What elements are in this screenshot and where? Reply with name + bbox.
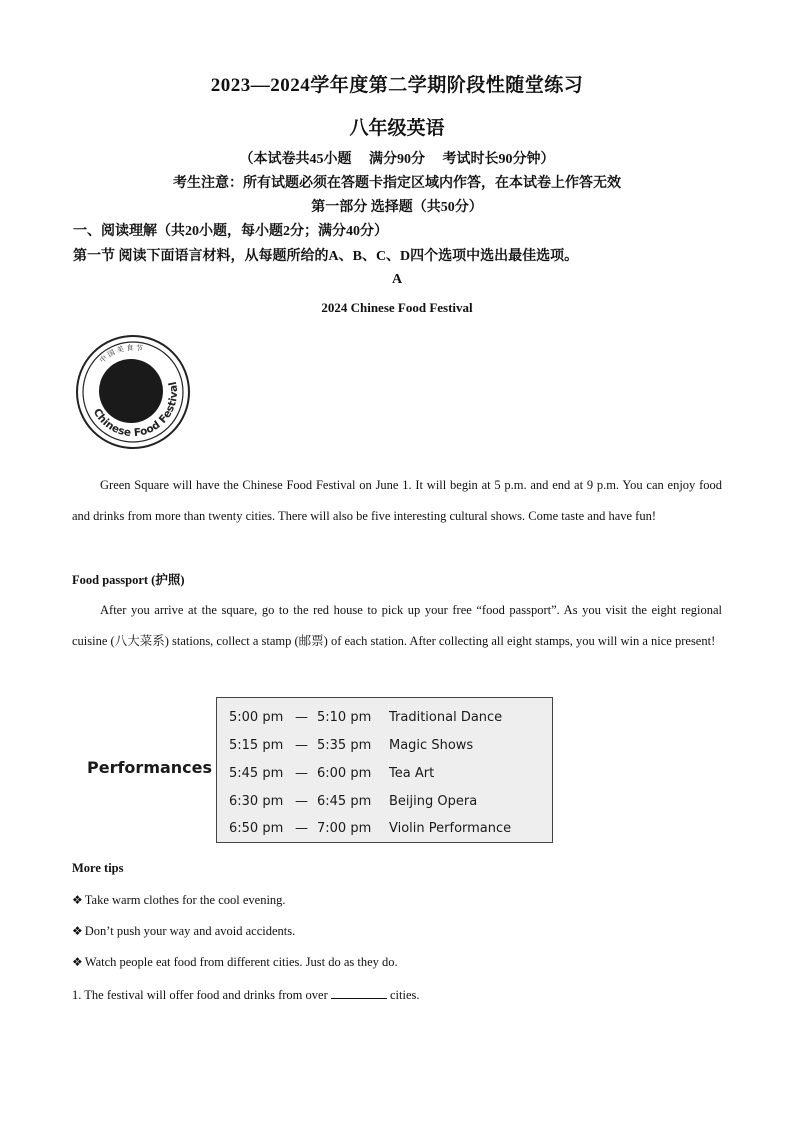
diamond-bullet-icon: ❖ <box>72 924 83 938</box>
schedule-dash: — <box>295 794 308 809</box>
tip-item <box>72 924 295 939</box>
reading-section-heading: 一、阅读理解（共20小题，每小题2分；满分40分） <box>73 224 388 239</box>
exam-subject: 八年级英语 <box>349 118 445 139</box>
question-1 <box>72 986 420 1003</box>
logo-ring-text: Chinese Food Festival <box>90 380 181 440</box>
question-stem-end: cities. <box>386 988 420 1002</box>
tip-text: Watch people eat food from different cities. Just do as they do. <box>84 955 398 969</box>
schedule-row <box>229 766 434 781</box>
tip-text: Take warm clothes for the cool evening. <box>84 893 286 907</box>
schedule-row <box>229 794 477 809</box>
exam-info: （本试卷共45小题 满分90分 考试时长90分钟） <box>239 152 555 167</box>
passage-paragraph-1: Green Square will have the Chinese Food Festival on June 1. It will begin at 5 p.m. and end at 9 p.m. You can enjoy food and drinks from more than twenty cities. There will also be five interesting cultural shows. Come taste and have fun! <box>72 478 722 523</box>
performances-label: Performances <box>87 758 213 777</box>
passage-paragraph-2: After you arrive at the square, go to the red house to pick up your free “food passport”. As you visit the eight regional cuisine (八大菜系) stations, collect a stamp (邮票) of each station. After collecting all eight stamps, you will win a nice present! <box>72 603 722 648</box>
more-tips-heading: More tips <box>72 861 124 875</box>
exam-title: 2023—2024学年度第二学期阶段性随堂练习 <box>210 75 584 96</box>
tip-item <box>72 893 286 908</box>
question-stem: 1. The festival will offer food and drinks from over <box>72 988 331 1002</box>
schedule-start-time: 6:30 pm <box>229 794 284 809</box>
schedule-dash: — <box>295 710 308 725</box>
schedule-end-time: 6:00 pm <box>317 766 372 781</box>
answer-blank[interactable] <box>331 986 387 999</box>
performances-schedule <box>216 697 553 843</box>
schedule-start-time: 5:15 pm <box>229 738 284 753</box>
tip-item <box>72 955 398 970</box>
schedule-performance-name: Magic Shows <box>389 738 474 753</box>
schedule-row <box>229 710 502 725</box>
schedule-performance-name: Tea Art <box>389 766 435 781</box>
schedule-dash: — <box>295 738 308 753</box>
schedule-end-time: 7:00 pm <box>317 821 372 836</box>
schedule-row <box>229 821 511 836</box>
schedule-end-time: 6:45 pm <box>317 794 372 809</box>
food-festival-logo <box>74 333 192 451</box>
logo-top-text: 中 国 美 食 节 <box>98 343 144 365</box>
schedule-end-time: 5:10 pm <box>317 710 372 725</box>
passage-title: 2024 Chinese Food Festival <box>321 300 473 315</box>
diamond-bullet-icon: ❖ <box>72 955 83 969</box>
schedule-start-time: 5:00 pm <box>229 710 284 725</box>
tip-text: Don’t push your way and avoid accidents. <box>84 924 296 938</box>
schedule-dash: — <box>295 766 308 781</box>
schedule-start-time: 6:50 pm <box>229 821 284 836</box>
schedule-performance-name: Beijing Opera <box>389 794 478 809</box>
diamond-bullet-icon: ❖ <box>72 893 83 907</box>
schedule-row <box>229 738 473 753</box>
schedule-performance-name: Traditional Dance <box>389 710 503 725</box>
food-passport-heading: Food passport (护照) <box>72 573 185 587</box>
schedule-dash: — <box>295 821 308 836</box>
passage-letter: A <box>391 272 403 287</box>
schedule-end-time: 5:35 pm <box>317 738 372 753</box>
exam-notice: 考生注意：所有试题必须在答题卡指定区域内作答，在本试卷上作答无效 <box>173 176 621 191</box>
schedule-start-time: 5:45 pm <box>229 766 284 781</box>
schedule-performance-name: Violin Performance <box>389 821 512 836</box>
reading-section-instruction: 第一节 阅读下面语言材料，从每题所给的A、B、C、D四个选项中选出最佳选项。 <box>73 249 579 264</box>
part-one-heading: 第一部分 选择题（共50分） <box>311 200 483 215</box>
